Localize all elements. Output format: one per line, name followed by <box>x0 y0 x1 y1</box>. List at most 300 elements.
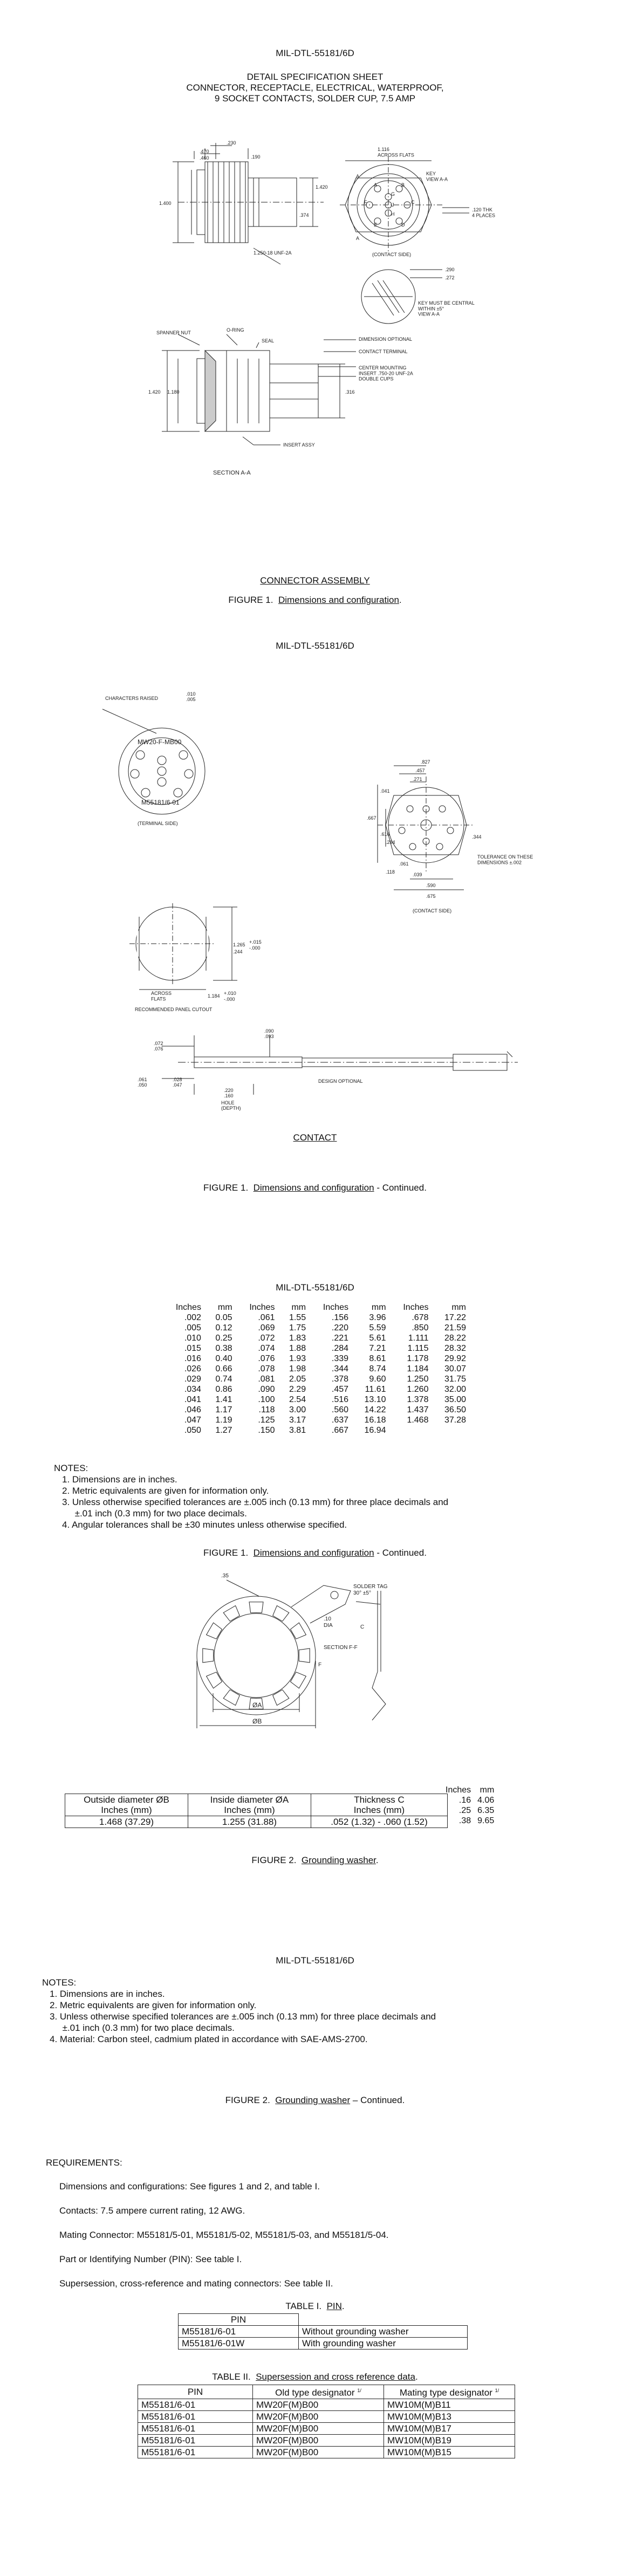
page-1 <box>0 0 630 626</box>
conversion-cell: .339 <box>331 1354 349 1363</box>
conversion-cell: .150 <box>258 1426 275 1435</box>
conversion-cell: .074 <box>258 1344 275 1353</box>
cell: .16 <box>458 1796 471 1805</box>
table-row <box>179 2338 468 2350</box>
table-row <box>162 1343 469 1354</box>
conversion-cell: .015 <box>184 1344 201 1353</box>
conversion-cell: 28.32 <box>444 1344 466 1353</box>
page-4 <box>0 1941 630 2576</box>
table-row <box>65 1816 448 1828</box>
conversion-cell: 1.98 <box>289 1364 306 1373</box>
conversion-cell: 1.19 <box>215 1416 232 1425</box>
panel-cutout-label: RECOMMENDED PANEL CUTOUT <box>135 1007 213 1012</box>
dim-118: .118 <box>386 869 395 875</box>
conversion-cell: .220 <box>331 1323 349 1332</box>
note-1: 1. Dimensions are in inches. <box>50 1989 165 1999</box>
dim-316: .316 <box>345 389 355 395</box>
conversion-cell: 2.29 <box>289 1385 306 1394</box>
conversion-cell: .072 <box>258 1334 275 1343</box>
col-pin: PIN <box>179 2314 299 2326</box>
conversion-cell: 36.50 <box>444 1405 466 1414</box>
note-3-cont: ±.01 inch (0.3 mm) for two place decimals. <box>50 2023 235 2033</box>
outside-diameter-value: 1.468 (37.29) <box>65 1816 188 1828</box>
cell: 4.06 <box>477 1796 495 1805</box>
angle-label: 30° ±5° <box>353 1590 371 1596</box>
table-row <box>138 2422 515 2434</box>
col-old-type <box>253 2385 384 2399</box>
pin-cell: M55181/6-01 <box>179 2326 299 2338</box>
cell: 6.35 <box>477 1806 495 1815</box>
footnote-ref: 1/ <box>357 2388 361 2393</box>
conversion-cell: 5.61 <box>369 1334 386 1343</box>
col-mm-2: mm <box>291 1303 306 1312</box>
table-1-title <box>0 2301 630 2312</box>
conversion-cell: 1.115 <box>407 1344 429 1353</box>
section-ff-label: SECTION F-F <box>324 1645 358 1651</box>
caption-suffix: – Continued. <box>350 2095 405 2105</box>
conversion-cell: .016 <box>184 1354 201 1363</box>
marking-top: MW20-F-MB00 <box>138 738 182 746</box>
conversion-cell: .061 <box>258 1313 275 1322</box>
conversion-cell: 1.88 <box>289 1344 306 1353</box>
conversion-header-row <box>162 1302 469 1313</box>
supersession-cell: MW20F(M)B00 <box>253 2434 384 2446</box>
washer-tooth <box>249 1602 263 1613</box>
conversion-cell: .002 <box>184 1313 201 1322</box>
supersession-cell: M55181/6-01 <box>138 2399 253 2410</box>
seal-label: SEAL <box>262 338 275 344</box>
table-row <box>442 1795 497 1805</box>
req-pin: Part or Identifying Number (PIN): See table I. <box>59 2254 242 2264</box>
conversion-cell: 0.74 <box>215 1375 232 1384</box>
conversion-cell: .637 <box>331 1416 349 1425</box>
table-row <box>442 1816 497 1826</box>
dim-optional-label: DIMENSION OPTIONAL <box>359 336 413 342</box>
supersession-cell: MW10M(M)B13 <box>384 2410 515 2422</box>
supersession-cell: M55181/6-01 <box>138 2446 253 2458</box>
conversion-cell: .560 <box>331 1405 349 1414</box>
conversion-cell: 8.61 <box>369 1354 386 1363</box>
conversion-cell <box>389 1425 432 1435</box>
contact-side-label-2: (CONTACT SIDE) <box>413 908 452 913</box>
tol-plus-010: +.010 <box>224 991 236 996</box>
cell: .38 <box>458 1816 471 1825</box>
figure-2-caption-continued <box>0 2095 630 2106</box>
spec-title-line3: 9 SOCKET CONTACTS, SOLDER CUP, 7.5 AMP <box>214 93 416 104</box>
cell: .25 <box>458 1806 471 1815</box>
conversion-cell: 1.27 <box>215 1426 232 1435</box>
conversion-cell: .221 <box>331 1334 349 1343</box>
key-label: KEY VIEW A-A <box>426 171 448 182</box>
col-mm: mm <box>480 1785 495 1795</box>
conversion-cell: 16.18 <box>364 1416 386 1425</box>
caption-prefix: FIGURE 1. <box>203 1548 249 1558</box>
conversion-cell: 2.05 <box>289 1375 306 1384</box>
caption-suffix: - Continued. <box>374 1183 427 1193</box>
table-title-prefix: TABLE I. <box>285 2301 322 2311</box>
dim-039: .039 <box>413 872 422 877</box>
contact-label: CONTACT <box>293 1132 337 1143</box>
conversion-cell: .284 <box>331 1344 349 1353</box>
dim-374: .374 <box>299 212 309 218</box>
conversion-cell: 0.38 <box>215 1344 232 1353</box>
conversion-cell: 13.10 <box>364 1395 386 1404</box>
conversion-cell: 11.61 <box>365 1385 386 1394</box>
conversion-cell: .050 <box>184 1426 201 1435</box>
grounding-washer-drawing <box>0 1564 630 1742</box>
spanner-nut-label: SPANNER NUT <box>156 330 191 335</box>
dim-1400: 1.400 <box>159 201 172 206</box>
dim-1180: 1.180 <box>167 389 180 395</box>
note-2: 2. Metric equivalents are given for information only. <box>50 2000 257 2010</box>
footnote-ref: 1/ <box>495 2388 499 2393</box>
req-contacts: Contacts: 7.5 ampere current rating, 12 AWG. <box>59 2206 245 2216</box>
conversion-cell: 35.00 <box>444 1395 466 1404</box>
figure-1-caption: FIGURE 1. Dimensions and configuration. <box>228 595 402 605</box>
doc-id: MIL-DTL-55181/6D <box>276 641 354 651</box>
dim-35: .35 <box>221 1573 229 1579</box>
dim-050: .050 <box>138 1082 147 1088</box>
conversion-cell: .076 <box>258 1354 275 1363</box>
f-label: F <box>318 1662 322 1668</box>
col-inches-2: Inches <box>249 1303 275 1312</box>
table-row <box>138 2446 515 2458</box>
marking-bottom: M55181/6-01 <box>141 799 180 806</box>
dim-344: .344 <box>472 834 482 840</box>
terminal-side-label: (TERMINAL SIDE) <box>138 821 178 826</box>
conversion-cell: 21.59 <box>444 1323 466 1332</box>
tol-plus-015: +.015 <box>249 939 262 945</box>
conversion-cell: .047 <box>184 1416 201 1425</box>
doc-id: MIL-DTL-55181/6D <box>276 1955 354 1966</box>
connector-assembly-label: CONNECTOR ASSEMBLY <box>260 575 370 586</box>
caption-main: Dimensions and configuration <box>253 1548 374 1558</box>
conversion-cell: 29.92 <box>444 1354 466 1363</box>
conversion-cell: .069 <box>258 1323 275 1332</box>
pin-g: G <box>391 191 395 197</box>
phi-a-label: ØA <box>252 1701 262 1709</box>
req-dimensions: Dimensions and configurations: See figures 1 and 2, and table I. <box>59 2181 320 2192</box>
col-outside-diameter: Outside diameter ØB Inches (mm) <box>65 1794 188 1816</box>
table-row <box>162 1415 469 1425</box>
dim-160: .160 <box>224 1093 234 1098</box>
dim-220: .220 <box>224 1088 234 1093</box>
table-row <box>162 1313 469 1323</box>
table-row <box>138 2410 515 2422</box>
desc-cell: With grounding washer <box>299 2338 468 2350</box>
tolerance-note: TOLERANCE ON THESE DIMENSIONS ±.002 <box>477 854 533 865</box>
col-inches-3: Inches <box>323 1303 349 1312</box>
key-note: KEY MUST BE CENTRAL WITHIN ±5° VIEW A-A <box>418 300 475 317</box>
conversion-cell: 31.75 <box>444 1375 466 1384</box>
dim-010: .010 <box>186 691 196 697</box>
pin-cell: M55181/6-01W <box>179 2338 299 2350</box>
conversion-cell: 3.81 <box>289 1426 306 1435</box>
note-3: 3. Unless otherwise specified tolerances are ±.005 inch (0.13 mm) for three place decimals and <box>62 1497 449 1507</box>
conversion-cell: 3.96 <box>369 1313 386 1322</box>
pin-b: B <box>401 182 405 188</box>
dim-1265: 1.265 <box>233 942 245 947</box>
supersession-cell: MW10M(M)B19 <box>384 2434 515 2446</box>
pin-c: C <box>411 200 415 205</box>
col-mm-1: mm <box>217 1303 232 1312</box>
conversion-cell: 1.111 <box>408 1334 429 1343</box>
o-ring-label: O-RING <box>227 327 244 333</box>
dim-590: .590 <box>426 883 436 888</box>
panel-cutout <box>129 903 237 990</box>
pin-a: A <box>374 182 378 188</box>
conversion-cell: 1.17 <box>215 1405 232 1414</box>
pin-e: E <box>374 222 378 228</box>
section-aa-label: SECTION A-A <box>213 470 251 476</box>
dim-041: .041 <box>380 788 390 794</box>
dim-470: .470 <box>200 149 209 154</box>
figure-1-caption-continued-2 <box>0 1548 630 1558</box>
conversion-cell: .046 <box>184 1405 201 1414</box>
table-title-prefix: TABLE II. <box>212 2372 251 2382</box>
requirements-title: REQUIREMENTS: <box>46 2158 122 2168</box>
dim-061b: .061 <box>138 1077 147 1082</box>
col-mating-type <box>384 2385 515 2399</box>
conversion-cell: 0.66 <box>215 1364 232 1373</box>
conversion-cell: 1.83 <box>289 1334 306 1343</box>
conversion-cell: 28.22 <box>444 1334 466 1343</box>
table-row <box>162 1364 469 1374</box>
col-inches-1: Inches <box>175 1303 201 1312</box>
col-pin <box>138 2385 253 2399</box>
caption-main: Grounding washer <box>275 2095 351 2105</box>
caption-prefix: FIGURE 2. <box>251 1855 297 1865</box>
header-text: Old type designator <box>275 2387 355 2398</box>
doc-id: MIL-DTL-55181/6D <box>276 48 354 58</box>
conversion-cell: .090 <box>258 1385 275 1394</box>
note-3-cont: ±.01 inch (0.3 mm) for two place decimals. <box>62 1508 247 1519</box>
dim-076: .076 <box>154 1046 163 1052</box>
thickness-value: .052 (1.32) - .060 (1.52) <box>311 1816 448 1828</box>
conversion-cell: .667 <box>331 1426 349 1435</box>
conversion-cell: 0.40 <box>215 1354 232 1363</box>
conversion-cell: 0.05 <box>215 1313 232 1322</box>
table-row <box>179 2326 468 2338</box>
dim-005: .005 <box>186 697 196 702</box>
dim-1420b: 1.420 <box>148 389 161 395</box>
dim-072: .072 <box>154 1041 163 1046</box>
table-row <box>162 1425 469 1435</box>
washer-tooth <box>291 1672 306 1688</box>
table-title-suffix: . <box>415 2372 418 2382</box>
supersession-cell: M55181/6-01 <box>138 2410 253 2422</box>
inside-diameter-value: 1.255 (31.88) <box>188 1816 311 1828</box>
col-inches: Inches <box>446 1785 471 1795</box>
contact-drawing <box>0 658 630 1132</box>
table-title-main: Supersession and cross reference data <box>256 2372 415 2382</box>
dim-093: .093 <box>264 1034 274 1039</box>
conversion-cell: 1.184 <box>407 1364 429 1373</box>
conversion-cell: 16.94 <box>364 1426 386 1435</box>
dim-460: .460 <box>200 155 209 161</box>
dim-1184: 1.184 <box>208 993 220 999</box>
notes-title: NOTES: <box>42 1977 77 1988</box>
conversion-cell: 1.437 <box>407 1405 429 1414</box>
conversion-cell: 1.41 <box>215 1395 232 1404</box>
thk-label: .120 THK 4 PLACES <box>472 207 496 218</box>
conversion-cell: 1.93 <box>289 1354 306 1363</box>
washer-tooth <box>207 1623 222 1639</box>
dim-290: .290 <box>445 267 455 272</box>
caption-suffix: - Continued. <box>374 1548 427 1558</box>
conversion-cell: 14.22 <box>364 1405 386 1414</box>
dim-061: .061 <box>399 861 409 867</box>
dim-272: .272 <box>445 275 455 280</box>
marker-a-top: A <box>356 174 360 179</box>
washer-tooth <box>291 1623 306 1639</box>
contact-pin-view <box>162 1035 518 1095</box>
col-mm-3: mm <box>371 1303 386 1312</box>
conversion-cell: 1.75 <box>289 1323 306 1332</box>
table-row <box>138 2434 515 2446</box>
caption-prefix: FIGURE 2. <box>225 2095 270 2105</box>
req-mating-connector: Mating Connector: M55181/5-01, M55181/5-02, M55181/5-03, and M55181/5-04. <box>59 2230 389 2240</box>
washer-dimensions-table <box>65 1794 448 1828</box>
conversion-cell: 1.178 <box>407 1354 429 1363</box>
note-3: 3. Unless otherwise specified tolerances are ±.005 inch (0.13 mm) for three place decimals and <box>50 2011 436 2022</box>
conversion-cell: .457 <box>331 1385 349 1394</box>
dim-230: .230 <box>227 140 236 146</box>
conversion-cell: .005 <box>184 1323 201 1332</box>
dim-1420: 1.420 <box>316 184 328 190</box>
spec-title-line1: DETAIL SPECIFICATION SHEET <box>246 72 384 82</box>
conversion-cell: .034 <box>184 1385 201 1394</box>
supersession-cell: M55181/6-01 <box>138 2422 253 2434</box>
conversion-cell: .081 <box>258 1375 275 1384</box>
marker-a-bottom: A <box>356 236 360 241</box>
supersession-cell: MW10M(M)B17 <box>384 2422 515 2434</box>
depth-label: (DEPTH) <box>221 1105 241 1111</box>
conversion-cell: 1.378 <box>407 1395 429 1404</box>
small-conversion-table <box>442 1785 497 1826</box>
washer-tooth <box>207 1672 222 1688</box>
conversion-cell: .850 <box>412 1323 429 1332</box>
dim-616: .616 <box>380 832 390 837</box>
conversion-cell: .516 <box>331 1395 349 1404</box>
conversion-cell: 7.21 <box>369 1344 386 1353</box>
supersession-cell: MW10M(M)B15 <box>384 2446 515 2458</box>
tol-minus-000: -.000 <box>249 945 261 951</box>
conversion-cell: 3.00 <box>289 1405 306 1414</box>
table-row <box>442 1805 497 1816</box>
across-flats-label: 1.116 ACROSS FLATS <box>378 147 414 158</box>
table-row <box>162 1395 469 1405</box>
conversion-cell: .100 <box>258 1395 275 1404</box>
conversion-cell: 30.07 <box>444 1364 466 1373</box>
conversion-cell: 8.74 <box>369 1364 386 1373</box>
table-row <box>138 2399 515 2410</box>
col-thickness: Thickness C Inches (mm) <box>311 1794 448 1816</box>
contact-side-label: (CONTACT SIDE) <box>372 252 412 257</box>
col-inches-4: Inches <box>403 1303 429 1312</box>
conversion-cell: .026 <box>184 1364 201 1373</box>
conversion-cell: .041 <box>184 1395 201 1404</box>
page-3 <box>0 1246 630 1941</box>
conversion-cell: .010 <box>184 1334 201 1343</box>
conversion-cell: 37.28 <box>444 1416 466 1425</box>
desc-cell: Without grounding washer <box>299 2326 468 2338</box>
conversion-cell: 0.25 <box>215 1334 232 1343</box>
conversion-cell: .118 <box>258 1405 275 1414</box>
note-4: 4. Material: Carbon steel, cadmium plated in accordance with SAE-AMS-2700. <box>50 2034 368 2044</box>
conversion-table <box>162 1302 469 1435</box>
cell: 9.65 <box>477 1816 495 1825</box>
dim-457: .457 <box>415 768 425 773</box>
supersession-cell: MW20F(M)B00 <box>253 2399 384 2410</box>
dia-label: DIA <box>324 1623 333 1629</box>
contact-terminal-label: CONTACT TERMINAL <box>359 349 408 354</box>
figure-2-caption <box>0 1855 630 1866</box>
conversion-cell: .156 <box>331 1313 349 1322</box>
conversion-cell: 0.12 <box>215 1323 232 1332</box>
dim-675: .675 <box>426 894 436 899</box>
conversion-cell: 1.260 <box>407 1385 429 1394</box>
figure-1-caption-continued <box>0 1183 630 1193</box>
caption-main: Dimensions and configuration <box>253 1183 374 1193</box>
design-optional-label: DESIGN OPTIONAL <box>318 1079 363 1084</box>
conversion-cell: 3.17 <box>289 1416 306 1425</box>
pin-h: H <box>391 211 395 217</box>
dim-667: .667 <box>367 815 376 821</box>
washer-teeth <box>203 1602 310 1709</box>
supersession-cell: MW20F(M)B00 <box>253 2410 384 2422</box>
dim-090: .090 <box>264 1028 274 1034</box>
note-1: 1. Dimensions are in inches. <box>62 1474 177 1485</box>
caption-prefix: FIGURE 1. <box>228 595 273 605</box>
dim-028: .028 <box>173 1077 182 1082</box>
conversion-cell: .125 <box>258 1416 275 1425</box>
dim-10: .10 <box>324 1616 331 1622</box>
table-title-main: PIN <box>326 2301 342 2311</box>
conversion-cell: .029 <box>184 1375 201 1384</box>
across-flats-label-2: ACROSS FLATS <box>151 991 172 1002</box>
conversion-cell: 1.250 <box>407 1375 429 1384</box>
conversion-cell: 1.55 <box>289 1313 306 1322</box>
caption-prefix: FIGURE 1. <box>203 1183 249 1193</box>
washer-tooth <box>299 1648 310 1663</box>
characters-raised-label: CHARACTERS RAISED <box>105 696 159 701</box>
solder-tag-label: SOLDER TAG <box>353 1584 388 1590</box>
dim-284: .284 <box>386 840 395 845</box>
table-row <box>162 1323 469 1333</box>
pin-j: J <box>392 202 394 208</box>
center-mounting-label: CENTER MOUNTING INSERT .750-20 UNF-2A DOUBLE CUPS <box>359 365 413 382</box>
conversion-cell: 32.00 <box>444 1385 466 1394</box>
conversion-cell: 2.54 <box>289 1395 306 1404</box>
table-title-suffix: . <box>341 2301 345 2311</box>
supersession-cell: MW20F(M)B00 <box>253 2422 384 2434</box>
req-supersession: Supersession, cross-reference and mating connectors: See table II. <box>59 2278 333 2289</box>
c-label: C <box>360 1624 365 1630</box>
washer-tooth <box>203 1648 214 1663</box>
connector-assembly-drawing <box>0 119 630 561</box>
dim-244: .244 <box>233 949 243 954</box>
conversion-cell: 17.22 <box>444 1313 466 1322</box>
dim-190: .190 <box>251 154 261 160</box>
table-1-pin <box>178 2313 468 2350</box>
phi-b-label: ØB <box>252 1718 262 1725</box>
hole-label: HOLE <box>221 1100 235 1105</box>
dim-271: .271 <box>413 777 422 782</box>
note-2: 2. Metric equivalents are given for information only. <box>62 1486 269 1496</box>
supersession-cell: MW10M(M)B11 <box>384 2399 515 2410</box>
insert-assy-label: INSERT ASSY <box>283 442 315 448</box>
